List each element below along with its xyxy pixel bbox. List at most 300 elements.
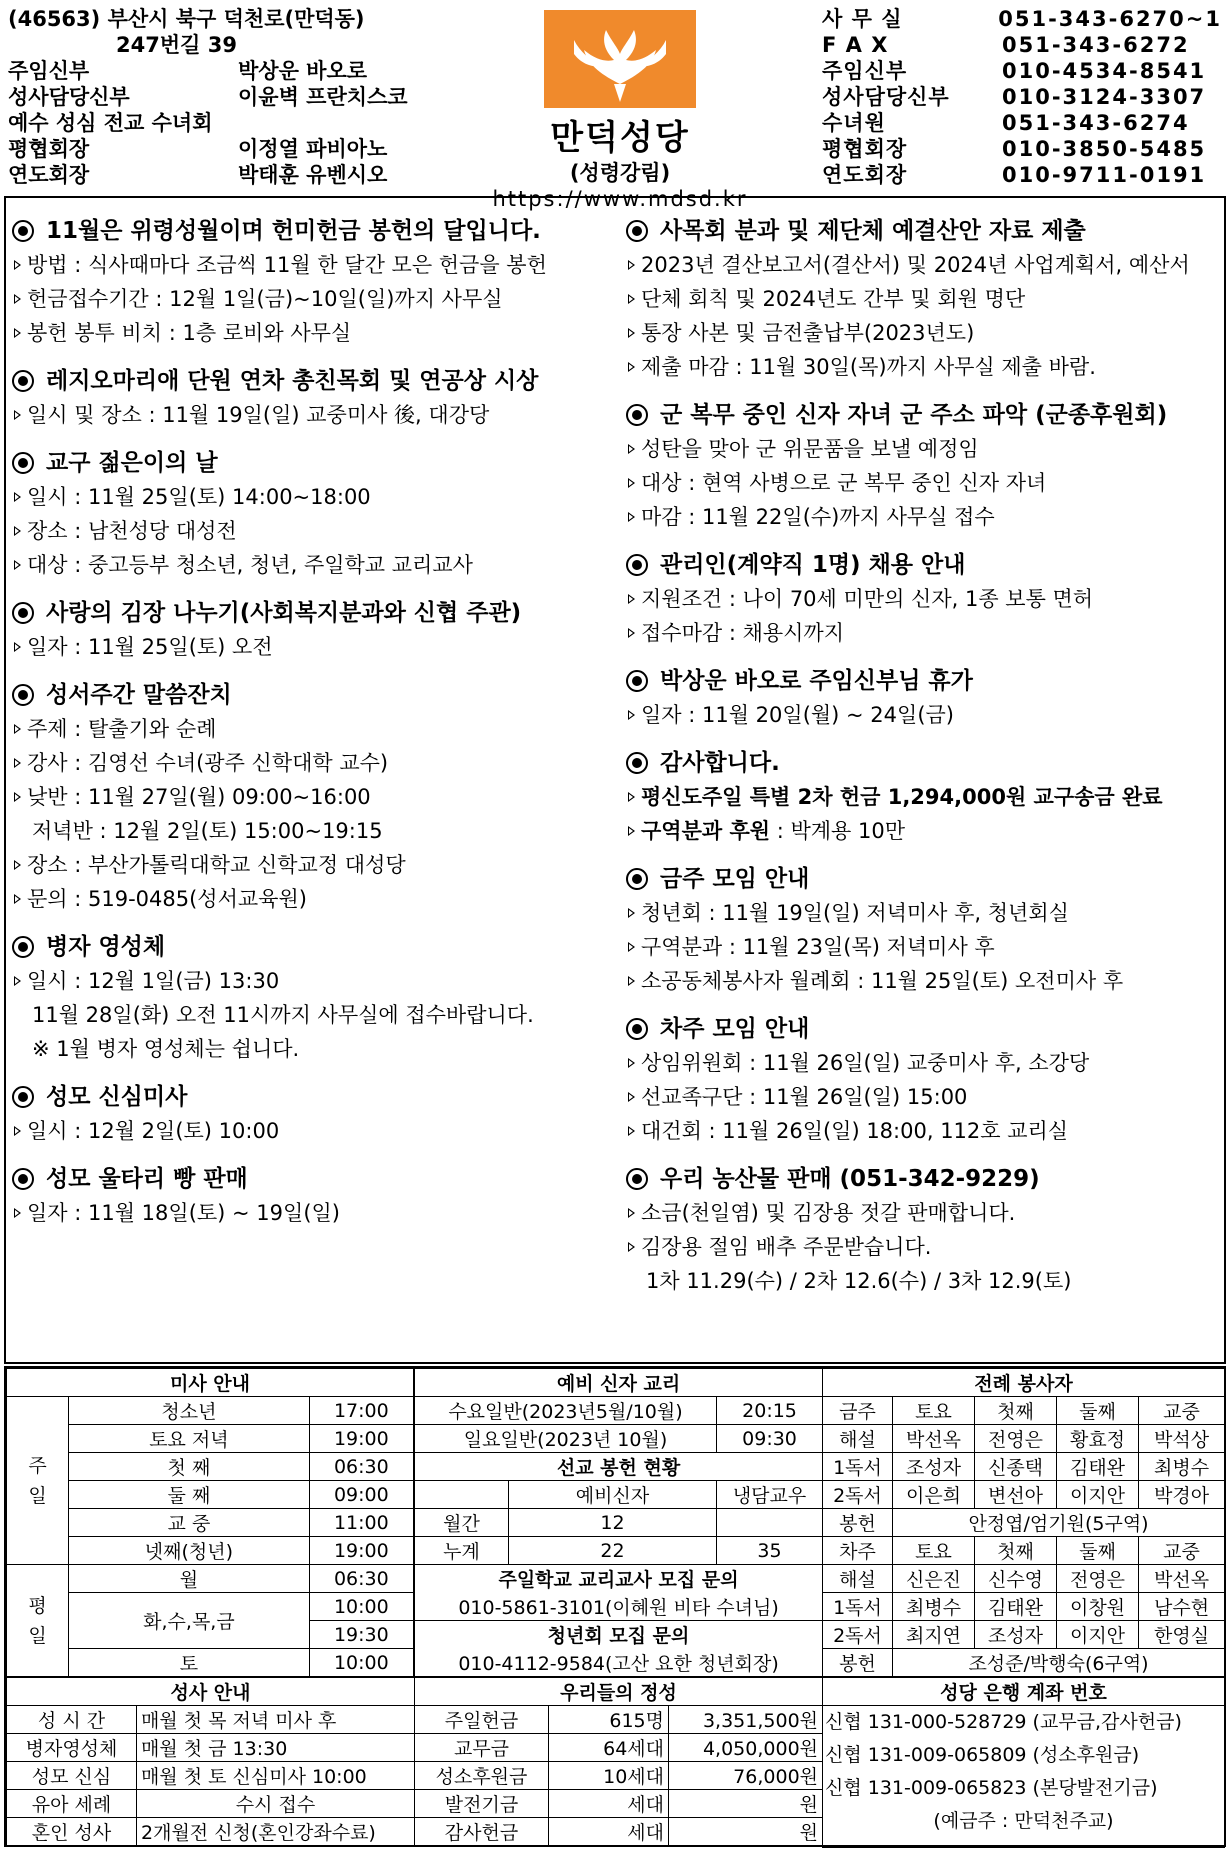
offering-row <box>415 1762 823 1790</box>
sacrament-name: 성모 신심 <box>7 1762 137 1790</box>
liturgy-cell: 해설 <box>823 1425 893 1453</box>
offering-type: 교무금 <box>415 1734 549 1762</box>
notice-title-text: 레지오마리애 단원 연차 총친목회 및 연공상 시상 <box>46 368 539 394</box>
mass-row <box>7 1397 414 1425</box>
notice-line <box>624 1264 1224 1298</box>
notice-line <box>10 630 620 664</box>
mass-time: 06:30 <box>309 1565 413 1593</box>
notice-line <box>10 814 620 848</box>
staff-row <box>8 110 528 136</box>
triangle-bullet-icon <box>14 642 21 652</box>
circle-bullet-icon <box>626 670 648 692</box>
notice-line <box>624 316 1224 350</box>
staff-name: 박상운 바오로 <box>238 59 368 83</box>
notice-text: 단체 회칙 및 2024년도 간부 및 회원 명단 <box>641 287 1026 311</box>
sunday-label: 주 일 <box>7 1397 69 1565</box>
liturgy-cell: 신수영 <box>975 1565 1057 1593</box>
notice-text: 성탄을 맞아 군 위문품을 보낼 예정임 <box>641 437 979 461</box>
offering-row <box>415 1706 823 1734</box>
notice-section <box>624 1012 1224 1148</box>
notice-text: 헌금접수기간 : 12월 1일(금)~10일(일)까지 사무실 <box>27 287 503 311</box>
notice-text: 1차 11.29(수) / 2차 12.6(수) / 3차 12.9(토) <box>646 1269 1072 1293</box>
notice-title-text: 사랑의 김장 나누기(사회복지분과와 신협 주관) <box>46 600 522 626</box>
mission-title: 선교 봉헌 현황 <box>415 1453 823 1481</box>
notice-section <box>10 596 620 664</box>
sacrament-time: 매월 첫 금 13:30 <box>137 1734 415 1762</box>
notice-section <box>624 862 1224 998</box>
liturgy-head-cell: 첫째 <box>975 1537 1057 1565</box>
teacher-recruit-title: 주일학교 교리교사 모집 문의 <box>415 1565 823 1593</box>
mass-time: 19:30 <box>309 1621 413 1649</box>
triangle-bullet-icon <box>14 492 21 502</box>
sacrament-name: 혼인 성사 <box>7 1818 137 1846</box>
notice-line <box>10 712 620 746</box>
bulletin-header <box>0 0 1230 211</box>
notice-line <box>624 350 1224 384</box>
contact-row <box>822 162 1222 188</box>
offering-count: 64세대 <box>549 1734 669 1762</box>
notice-section <box>10 930 620 1066</box>
contact-row <box>822 32 1222 58</box>
liturgy-head-cell: 첫째 <box>975 1397 1057 1425</box>
mission-row: 월간 12 <box>415 1509 823 1537</box>
contact-phone: 010-3850-5485 <box>1002 137 1207 161</box>
offering-amount: 3,351,500원 <box>669 1706 823 1734</box>
notice-title <box>624 214 1224 248</box>
header-contact-list <box>822 6 1222 188</box>
contact-row <box>822 58 1222 84</box>
liturgy-head-cell: 둘째 <box>1057 1537 1139 1565</box>
liturgy-cell: 안정엽/엄기원(5구역) <box>893 1509 1225 1537</box>
liturgy-head-cell: 토요 <box>893 1397 975 1425</box>
notice-title-text: 11월은 위령성월이며 헌미헌금 봉헌의 달입니다. <box>46 218 541 244</box>
triangle-bullet-icon <box>628 478 635 488</box>
notice-line <box>10 848 620 882</box>
offering-count: 10세대 <box>549 1762 669 1790</box>
liturgy-servers-table <box>822 1368 1225 1677</box>
notice-section <box>10 214 620 350</box>
circle-bullet-icon <box>626 868 648 890</box>
liturgy-row <box>823 1481 1225 1509</box>
notice-text: 일시 및 장소 : 11월 19일(일) 교중미사 後, 대강당 <box>27 403 490 427</box>
liturgy-head-cell: 금주 <box>823 1397 893 1425</box>
notice-text: 접수마감 : 채용시까지 <box>641 621 844 645</box>
contact-phone: 010-3124-3307 <box>1002 85 1207 109</box>
mission-header-row: 예비신자 냉담교우 <box>415 1481 823 1509</box>
contact-phone: 051-343-6272 <box>1002 33 1190 57</box>
notice-line <box>624 930 1224 964</box>
notice-line <box>624 1196 1224 1230</box>
weekday-label: 평 일 <box>7 1565 69 1677</box>
notice-title-text: 관리인(계약직 1명) 채용 안내 <box>660 552 966 578</box>
circle-bullet-icon <box>12 370 34 392</box>
notice-title-text: 금주 모임 안내 <box>660 866 810 892</box>
notice-text: 일자 : 11월 20일(월) ~ 24일(금) <box>641 703 954 727</box>
triangle-bullet-icon <box>628 512 635 522</box>
notice-text: 대상 : 현역 사병으로 군 복무 중인 신자 자녀 <box>641 471 1047 495</box>
catechumen-row: 일요일반(2023년 10월) 09:30 <box>415 1425 823 1453</box>
circle-bullet-icon <box>12 220 34 242</box>
offering-row <box>415 1818 823 1846</box>
offering-count: 세대 <box>549 1818 669 1846</box>
notice-line <box>624 582 1224 616</box>
account-holder: (예금주 : 만덕천주교) <box>933 1810 1114 1832</box>
contact-label: 연도회장 <box>822 163 908 187</box>
notice-text: 소금(천일염) 및 김장용 젓갈 판매합니다. <box>641 1201 1016 1225</box>
sacrament-row <box>7 1706 415 1734</box>
offering-count: 세대 <box>549 1790 669 1818</box>
triangle-bullet-icon <box>14 560 21 570</box>
triangle-bullet-icon <box>14 328 21 338</box>
mass-name: 토 <box>69 1649 310 1677</box>
notice-text: 김장용 절임 배추 주문받습니다. <box>641 1235 932 1259</box>
notice-title <box>624 1012 1224 1046</box>
notice-line <box>624 896 1224 930</box>
triangle-bullet-icon <box>14 976 21 986</box>
notice-title <box>10 678 620 712</box>
notice-line <box>624 432 1224 466</box>
contact-row <box>822 6 1222 32</box>
liturgy-offering-row <box>823 1649 1225 1677</box>
triangle-bullet-icon <box>628 1092 635 1102</box>
triangle-bullet-icon <box>14 1126 21 1136</box>
mass-name: 화,수,목,금 <box>69 1593 310 1649</box>
notice-text: 구역분과 : 11월 23일(목) 저녁미사 후 <box>641 935 995 959</box>
mass-name: 첫 째 <box>69 1453 310 1481</box>
liturgy-header-row <box>823 1537 1225 1565</box>
staff-row <box>8 136 528 162</box>
offerings-title: 우리들의 정성 <box>415 1678 823 1706</box>
notice-text: ※ 1월 병자 영성체는 쉽니다. <box>32 1037 300 1061</box>
staff-role: 예수 성심 전교 수녀회 <box>8 111 213 135</box>
notice-title-text: 차주 모임 안내 <box>660 1016 810 1042</box>
notice-line <box>10 248 620 282</box>
notice-title-text: 감사합니다. <box>660 750 780 776</box>
staff-role: 평협회장 <box>8 137 90 161</box>
notice-section <box>624 746 1224 848</box>
liturgy-cell: 전영은 <box>975 1425 1057 1453</box>
notice-text: 마감 : 11월 22일(수)까지 사무실 접수 <box>641 505 995 529</box>
triangle-bullet-icon <box>14 758 21 768</box>
notice-line <box>10 1196 620 1230</box>
notice-title <box>624 1162 1224 1196</box>
notice-text: 평신도주일 특별 2차 헌금 1,294,000원 교구송금 완료 <box>641 785 1163 809</box>
triangle-bullet-icon <box>14 526 21 536</box>
youth-recruit-title: 청년회 모집 문의 <box>415 1621 823 1649</box>
notice-title <box>624 746 1224 780</box>
notice-text: 낮반 : 11월 27일(월) 09:00~16:00 <box>27 785 371 809</box>
liturgy-cell: 박선옥 <box>1139 1565 1225 1593</box>
teacher-recruit-contact: 010-5861-3101(이혜원 비타 수녀님) <box>415 1593 823 1621</box>
sacrament-time: 매월 첫 목 저녁 미사 후 <box>137 1706 415 1734</box>
notice-line <box>10 316 620 350</box>
circle-bullet-icon <box>12 1086 34 1108</box>
staff-name: 박태훈 유벤시오 <box>238 163 388 187</box>
liturgy-cell: 2독서 <box>823 1621 893 1649</box>
liturgy-cell: 이지안 <box>1057 1621 1139 1649</box>
triangle-bullet-icon <box>628 792 635 802</box>
staff-name: 이윤벽 프란치스코 <box>238 85 408 109</box>
liturgy-cell: 변선아 <box>975 1481 1057 1509</box>
triangle-bullet-icon <box>628 328 635 338</box>
notice-title-text: 병자 영성체 <box>46 934 166 960</box>
liturgy-head-cell: 교중 <box>1139 1537 1225 1565</box>
staff-role: 성사담당신부 <box>8 85 130 109</box>
triangle-bullet-icon <box>628 710 635 720</box>
triangle-bullet-icon <box>628 1126 635 1136</box>
notice-line <box>10 746 620 780</box>
mass-time: 11:00 <box>309 1509 413 1537</box>
contact-label: 주임신부 <box>822 59 908 83</box>
contact-label: 수녀원 <box>822 111 886 135</box>
notice-section <box>624 398 1224 534</box>
notice-title <box>10 446 620 480</box>
triangle-bullet-icon <box>628 294 635 304</box>
liturgy-row <box>823 1425 1225 1453</box>
notice-text: 일시 : 12월 2일(토) 10:00 <box>27 1119 280 1143</box>
staff-row <box>8 162 528 188</box>
notice-line <box>10 998 620 1032</box>
circle-bullet-icon <box>12 1168 34 1190</box>
triangle-bullet-icon <box>628 1058 635 1068</box>
circle-bullet-icon <box>626 1018 648 1040</box>
notice-line <box>624 1080 1224 1114</box>
triangle-bullet-icon <box>628 908 635 918</box>
notice-title <box>10 214 620 248</box>
mission-row: 누계 22 35 <box>415 1537 823 1565</box>
sacrament-row <box>7 1818 415 1846</box>
offering-row <box>415 1790 823 1818</box>
notice-title <box>624 548 1224 582</box>
sacrament-name: 성 시 간 <box>7 1706 137 1734</box>
liturgy-head-cell: 교중 <box>1139 1397 1225 1425</box>
notice-line <box>624 1230 1224 1264</box>
notice-line <box>624 466 1224 500</box>
liturgy-cell: 황효정 <box>1057 1425 1139 1453</box>
liturgy-cell: 이지안 <box>1057 1481 1139 1509</box>
triangle-bullet-icon <box>14 894 21 904</box>
staff-role: 주임신부 <box>8 59 90 83</box>
notice-line <box>10 1114 620 1148</box>
circle-bullet-icon <box>12 452 34 474</box>
notice-line <box>10 480 620 514</box>
contact-label: 평협회장 <box>822 137 908 161</box>
liturgy-head-cell: 토요 <box>893 1537 975 1565</box>
liturgy-cell: 전영은 <box>1057 1565 1139 1593</box>
notice-title <box>10 930 620 964</box>
sacrament-row <box>7 1734 415 1762</box>
liturgy-cell: 조성자 <box>975 1621 1057 1649</box>
triangle-bullet-icon <box>628 628 635 638</box>
address-line: (46563) 부산시 북구 덕천로(만덕동) <box>8 7 365 31</box>
notice-line <box>624 500 1224 534</box>
notice-section <box>10 1080 620 1148</box>
bank-account: 신협 131-009-065823 (본당발전기금) <box>825 1777 1158 1799</box>
mass-time: 19:00 <box>309 1537 413 1565</box>
notice-title <box>10 596 620 630</box>
notice-text: : 박계용 10만 <box>770 819 905 843</box>
triangle-bullet-icon <box>14 294 21 304</box>
mass-name: 월 <box>69 1565 310 1593</box>
sacrament-name: 유아 세례 <box>7 1790 137 1818</box>
sacrament-time: 매월 첫 토 신심미사 10:00 <box>137 1762 415 1790</box>
liturgy-cell: 해설 <box>823 1565 893 1593</box>
notice-line <box>10 882 620 916</box>
notice-title-text: 군 복무 중인 신자 자녀 군 주소 파악 (군종후원회) <box>660 402 1168 428</box>
youth-recruit-contact: 010-4112-9584(고산 요한 청년회장) <box>415 1649 823 1677</box>
circle-bullet-icon <box>626 752 648 774</box>
liturgy-cell: 김태완 <box>1057 1453 1139 1481</box>
mass-schedule-table <box>6 1368 414 1677</box>
contact-phone: 051-343-6274 <box>1002 111 1190 135</box>
notice-text: 일시 : 12월 1일(금) 13:30 <box>27 969 280 993</box>
triangle-bullet-icon <box>14 410 21 420</box>
offering-row <box>415 1734 823 1762</box>
notice-section <box>624 1162 1224 1298</box>
circle-bullet-icon <box>626 220 648 242</box>
notice-text: 주제 : 탈출기와 순례 <box>27 717 217 741</box>
circle-bullet-icon <box>12 936 34 958</box>
offering-type: 발전기금 <box>415 1790 549 1818</box>
liturgy-cell: 1독서 <box>823 1593 893 1621</box>
liturgy-header-row <box>823 1397 1225 1425</box>
notice-section <box>624 664 1224 732</box>
notice-text: 11월 28일(화) 오전 11시까지 사무실에 접수바랍니다. <box>32 1003 534 1027</box>
notice-line <box>10 548 620 582</box>
liturgy-cell: 최병수 <box>893 1593 975 1621</box>
notice-line <box>624 964 1224 998</box>
liturgy-cell: 한영실 <box>1139 1621 1225 1649</box>
notice-title-text: 성모 울타리 빵 판매 <box>46 1166 248 1192</box>
liturgy-offering-row <box>823 1509 1225 1537</box>
liturgy-cell: 김태완 <box>975 1593 1057 1621</box>
liturgy-cell: 이은희 <box>893 1481 975 1509</box>
notice-title-text: 성모 신심미사 <box>46 1084 188 1110</box>
liturgy-row <box>823 1453 1225 1481</box>
notice-line <box>10 398 620 432</box>
notice-section <box>10 1162 620 1230</box>
mass-time: 10:00 <box>309 1649 413 1677</box>
circle-bullet-icon <box>626 1168 648 1190</box>
notice-line <box>624 1046 1224 1080</box>
notice-section <box>10 678 620 916</box>
offering-amount: 원 <box>669 1818 823 1846</box>
bank-account: 신협 131-000-528729 (교무금,감사헌금) <box>825 1711 1182 1733</box>
bank-account: 신협 131-009-065809 (성소후원금) <box>825 1744 1140 1766</box>
dove-flame-icon <box>544 10 696 108</box>
circle-bullet-icon <box>12 602 34 624</box>
triangle-bullet-icon <box>628 444 635 454</box>
triangle-bullet-icon <box>628 260 635 270</box>
liturgy-row <box>823 1593 1225 1621</box>
liturgy-cell: 1독서 <box>823 1453 893 1481</box>
triangle-bullet-icon <box>628 826 635 836</box>
notice-line <box>624 616 1224 650</box>
contact-label: 사 무 실 <box>822 7 903 31</box>
triangle-bullet-icon <box>628 1242 635 1252</box>
offering-count: 615명 <box>549 1706 669 1734</box>
sacrament-name: 병자영성체 <box>7 1734 137 1762</box>
liturgy-cell: 이창원 <box>1057 1593 1139 1621</box>
notice-text: 대건회 : 11월 26일(일) 18:00, 112호 교리실 <box>641 1119 1069 1143</box>
notice-title <box>10 1162 620 1196</box>
liturgy-cell: 최병수 <box>1139 1453 1225 1481</box>
church-name: 만덕성당 <box>550 118 690 158</box>
mass-time: 10:00 <box>309 1593 413 1621</box>
notice-text: 소공동체봉사자 월례회 : 11월 25일(토) 오전미사 후 <box>641 969 1124 993</box>
church-logo <box>544 10 696 108</box>
triangle-bullet-icon <box>14 792 21 802</box>
notice-title <box>10 364 620 398</box>
mass-name: 둘 째 <box>69 1481 310 1509</box>
notice-text: 저녁반 : 12월 2일(토) 15:00~19:15 <box>32 819 383 843</box>
notice-text: 상임위원회 : 11월 26일(일) 교중미사 후, 소강당 <box>641 1051 1090 1075</box>
notice-title <box>624 862 1224 896</box>
liturgy-cell: 조성준/박행숙(6구역) <box>893 1649 1225 1677</box>
notice-text: 대상 : 중고등부 청소년, 청년, 주일학교 교리교사 <box>27 553 473 577</box>
mass-time: 17:00 <box>309 1397 413 1425</box>
triangle-bullet-icon <box>628 1208 635 1218</box>
catechumen-row: 수요일반(2023년5월/10월) 20:15 <box>415 1397 823 1425</box>
sacrament-row <box>7 1762 415 1790</box>
offering-amount: 76,000원 <box>669 1762 823 1790</box>
notice-line <box>10 514 620 548</box>
notice-section <box>10 364 620 432</box>
notice-text: 통장 사본 및 금전출납부(2023년도) <box>641 321 975 345</box>
mass-time: 19:00 <box>309 1425 413 1453</box>
notice-line <box>624 698 1224 732</box>
notices-left-column <box>10 214 620 1244</box>
church-brand <box>480 10 760 211</box>
liturgy-head-cell: 차주 <box>823 1537 893 1565</box>
contact-label: 성사담당신부 <box>822 85 950 109</box>
offerings-table <box>414 1677 823 1846</box>
offering-amount: 4,050,000원 <box>669 1734 823 1762</box>
notice-title-text: 사목회 분과 및 제단체 예결산안 자료 제출 <box>660 218 1086 244</box>
notice-title-text: 박상운 바오로 주임신부님 휴가 <box>660 668 973 694</box>
triangle-bullet-icon <box>628 976 635 986</box>
circle-bullet-icon <box>12 684 34 706</box>
notice-line <box>10 282 620 316</box>
liturgy-cell: 2독서 <box>823 1481 893 1509</box>
church-url[interactable]: https://www.mdsd.kr <box>492 187 748 211</box>
offering-type: 성소후원금 <box>415 1762 549 1790</box>
offering-type: 감사헌금 <box>415 1818 549 1846</box>
staff-name: 이정열 파비아노 <box>238 137 388 161</box>
triangle-bullet-icon <box>14 260 21 270</box>
mass-time: 09:00 <box>309 1481 413 1509</box>
sacrament-time: 수시 접수 <box>137 1790 415 1818</box>
mass-name: 넷째(청년) <box>69 1537 310 1565</box>
bank-title: 성당 은행 계좌 번호 <box>823 1678 1225 1706</box>
notice-text: 선교족구단 : 11월 26일(일) 15:00 <box>641 1085 968 1109</box>
notice-text: 문의 : 519-0485(성서교육원) <box>27 887 307 911</box>
mass-title: 미사 안내 <box>7 1369 414 1397</box>
notice-line <box>10 964 620 998</box>
notice-text: 일자 : 11월 18일(토) ~ 19일(일) <box>27 1201 340 1225</box>
staff-row <box>8 84 528 110</box>
notices-panel <box>4 196 1226 1364</box>
contact-row <box>822 136 1222 162</box>
contact-row <box>822 84 1222 110</box>
liturgy-cell: 봉헌 <box>823 1649 893 1677</box>
liturgy-row <box>823 1621 1225 1649</box>
notice-section <box>624 214 1224 384</box>
notice-line <box>10 1032 620 1066</box>
bank-account-list <box>823 1706 1225 1848</box>
notice-text: 방법 : 식사때마다 조금씩 11월 한 달간 모은 헌금을 봉헌 <box>27 253 547 277</box>
triangle-bullet-icon <box>628 942 635 952</box>
